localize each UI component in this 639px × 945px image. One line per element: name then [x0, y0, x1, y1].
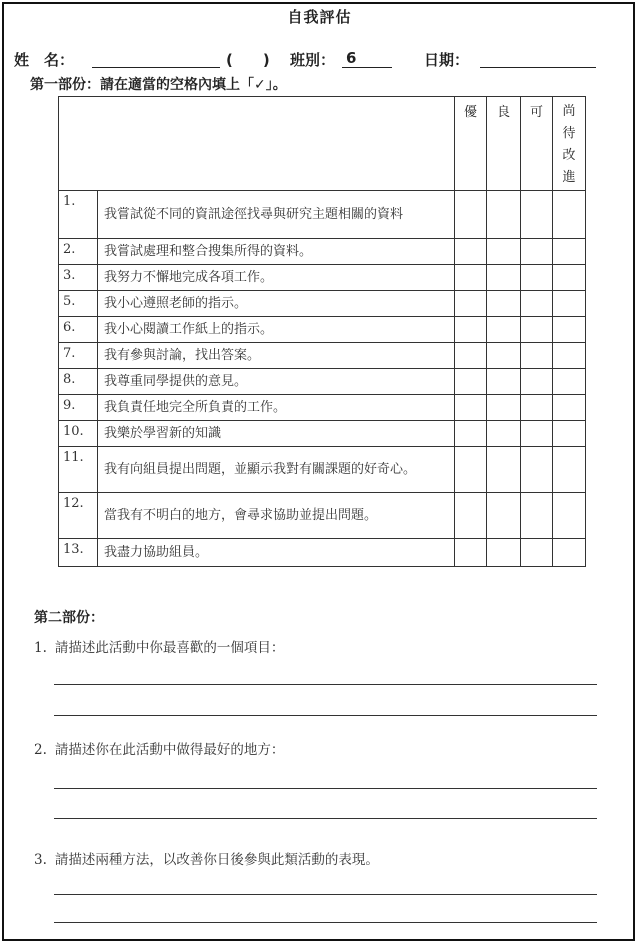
- item-number: 6.: [59, 317, 98, 343]
- question-1: 1. 請描述此活動中你最喜歡的一個項目：: [34, 640, 285, 656]
- checkbox-good[interactable]: [487, 493, 521, 539]
- checkbox-excellent[interactable]: [455, 265, 487, 291]
- checkbox-good[interactable]: [487, 265, 521, 291]
- item-text: 我嘗試從不同的資訊途徑找尋與研究主題相關的資料: [98, 191, 455, 239]
- checkbox-excellent[interactable]: [455, 343, 487, 369]
- date-label: 日期：: [424, 51, 470, 69]
- question-3: 3. 請描述兩種方法，以改善你日後參與此類活動的表現。: [34, 852, 379, 868]
- date-field[interactable]: [480, 67, 596, 68]
- item-number: 2.: [59, 239, 98, 265]
- checkbox-good[interactable]: [487, 395, 521, 421]
- checkbox-good[interactable]: [487, 421, 521, 447]
- answer-line[interactable]: [54, 894, 597, 895]
- checkbox-excellent[interactable]: [455, 291, 487, 317]
- item-text: 我有向組員提出問題，並顯示我對有關課題的好奇心。: [98, 447, 455, 493]
- checkbox-needs-improvement[interactable]: [553, 291, 586, 317]
- answer-line[interactable]: [54, 922, 597, 923]
- answer-line[interactable]: [54, 818, 597, 819]
- table-header-blank: [59, 97, 455, 191]
- checkbox-excellent[interactable]: [455, 447, 487, 493]
- item-number: 5.: [59, 291, 98, 317]
- table-row: [59, 291, 586, 317]
- checkbox-needs-improvement[interactable]: [553, 539, 586, 567]
- item-text: 我有參與討論，找出答案。: [98, 343, 455, 369]
- item-text: 我盡力協助組員。: [98, 539, 455, 567]
- header-fair: 可: [521, 97, 553, 191]
- checkbox-needs-improvement[interactable]: [553, 421, 586, 447]
- checkbox-needs-improvement[interactable]: [553, 265, 586, 291]
- header-good: 良: [487, 97, 521, 191]
- checkbox-fair[interactable]: [521, 317, 553, 343]
- item-text: 我樂於學習新的知識: [98, 421, 455, 447]
- part1-heading: 第一部份：請在適當的空格內填上「✓」。: [30, 77, 287, 93]
- checkbox-good[interactable]: [487, 239, 521, 265]
- item-number: 8.: [59, 369, 98, 395]
- table-row: [59, 369, 586, 395]
- checkbox-fair[interactable]: [521, 369, 553, 395]
- checkbox-excellent[interactable]: [455, 317, 487, 343]
- table-row: [59, 447, 586, 493]
- item-text: 我小心遵照老師的指示。: [98, 291, 455, 317]
- class-number-field[interactable]: ( ): [226, 51, 270, 69]
- checkbox-excellent[interactable]: [455, 395, 487, 421]
- checkbox-fair[interactable]: [521, 291, 553, 317]
- checkbox-needs-improvement[interactable]: [553, 395, 586, 421]
- answer-line[interactable]: [54, 788, 597, 789]
- table-row: [59, 493, 586, 539]
- checkbox-fair[interactable]: [521, 493, 553, 539]
- checkbox-excellent[interactable]: [455, 239, 487, 265]
- class-field[interactable]: [342, 67, 392, 68]
- answer-line[interactable]: [54, 684, 597, 685]
- item-text: 當我有不明白的地方，會尋求協助並提出問題。: [98, 493, 455, 539]
- checkbox-fair[interactable]: [521, 539, 553, 567]
- checkbox-needs-improvement[interactable]: [553, 447, 586, 493]
- part2-heading: 第二部份：: [34, 610, 104, 626]
- item-number: 13.: [59, 539, 98, 567]
- table-row: [59, 421, 586, 447]
- question-2: 2. 請描述你在此活動中做得最好的地方：: [34, 742, 285, 758]
- table-row: [59, 239, 586, 265]
- checkbox-good[interactable]: [487, 369, 521, 395]
- item-text: 我努力不懈地完成各項工作。: [98, 265, 455, 291]
- checkbox-good[interactable]: [487, 343, 521, 369]
- item-number: 7.: [59, 343, 98, 369]
- checkbox-fair[interactable]: [521, 421, 553, 447]
- item-number: 10.: [59, 421, 98, 447]
- checkbox-excellent[interactable]: [455, 191, 487, 239]
- item-number: 3.: [59, 265, 98, 291]
- checkbox-fair[interactable]: [521, 265, 553, 291]
- checkbox-needs-improvement[interactable]: [553, 493, 586, 539]
- checkbox-excellent[interactable]: [455, 493, 487, 539]
- checkbox-fair[interactable]: [521, 191, 553, 239]
- table-row: [59, 343, 586, 369]
- checkbox-fair[interactable]: [521, 343, 553, 369]
- header-excellent: 優: [455, 97, 487, 191]
- item-number: 1.: [59, 191, 98, 239]
- checkbox-fair[interactable]: [521, 447, 553, 493]
- name-label: 姓 名：: [14, 51, 75, 69]
- table-row: [59, 265, 586, 291]
- checkbox-excellent[interactable]: [455, 421, 487, 447]
- item-text: 我尊重同學提供的意見。: [98, 369, 455, 395]
- table-row: [59, 539, 586, 567]
- item-number: 12.: [59, 493, 98, 539]
- checkbox-good[interactable]: [487, 447, 521, 493]
- checkbox-fair[interactable]: [521, 239, 553, 265]
- checkbox-fair[interactable]: [521, 395, 553, 421]
- class-value: 6: [346, 49, 357, 67]
- item-number: 9.: [59, 395, 98, 421]
- checkbox-good[interactable]: [487, 317, 521, 343]
- checkbox-needs-improvement[interactable]: [553, 343, 586, 369]
- item-text: 我小心閱讀工作紙上的指示。: [98, 317, 455, 343]
- checkbox-excellent[interactable]: [455, 369, 487, 395]
- checkbox-needs-improvement[interactable]: [553, 191, 586, 239]
- table-row: [59, 395, 586, 421]
- class-label: 班別：: [290, 51, 336, 69]
- checkbox-good[interactable]: [487, 539, 521, 567]
- header-needs-improvement: 尚 待 改 進: [553, 97, 586, 191]
- table-row: [59, 317, 586, 343]
- checkbox-good[interactable]: [487, 191, 521, 239]
- table-row: [59, 191, 586, 239]
- checkbox-needs-improvement[interactable]: [553, 369, 586, 395]
- name-field[interactable]: [92, 67, 220, 68]
- checkbox-needs-improvement[interactable]: [553, 239, 586, 265]
- checkbox-excellent[interactable]: [455, 539, 487, 567]
- item-text: 我負責任地完全所負責的工作。: [98, 395, 455, 421]
- item-text: 我嘗試處理和整合搜集所得的資料。: [98, 239, 455, 265]
- page-title: 自我評估: [287, 8, 352, 26]
- item-number: 11.: [59, 447, 98, 493]
- answer-line[interactable]: [54, 715, 597, 716]
- self-assessment-table: [58, 96, 586, 567]
- checkbox-needs-improvement[interactable]: [553, 317, 586, 343]
- checkbox-good[interactable]: [487, 291, 521, 317]
